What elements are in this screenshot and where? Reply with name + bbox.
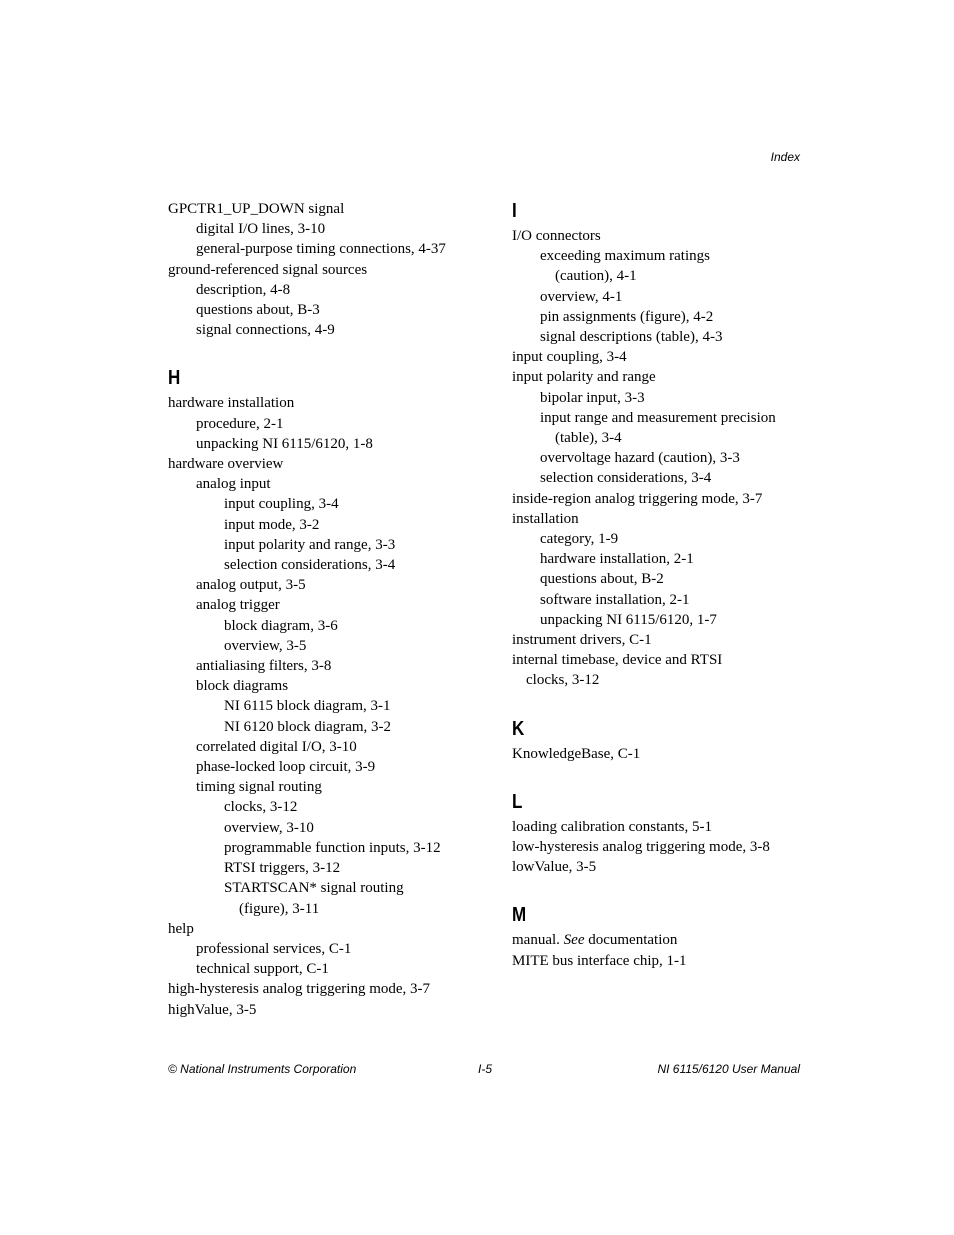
index-entry: help: [168, 920, 194, 937]
index-entry: GPCTR1_UP_DOWN signal: [168, 201, 345, 217]
index-entry: programmable function inputs, 3-12: [224, 839, 441, 856]
index-entry: instrument drivers, C-1: [512, 632, 652, 649]
index-entry: software installation, 2-1: [540, 591, 690, 608]
index-entry: clocks, 3-12: [224, 799, 298, 816]
index-entry: correlated digital I/O, 3-10: [196, 738, 357, 755]
index-entry: professional services, C-1: [196, 940, 352, 957]
index-entry: low-hysteresis analog triggering mode, 3-8: [512, 839, 770, 856]
section-letter: K: [512, 717, 525, 740]
index-entry: hardware overview: [168, 456, 284, 473]
index-entry: exceeding maximum ratings: [540, 248, 710, 265]
index-entry: unpacking NI 6115/6120, 1-8: [196, 435, 373, 452]
index-entry: input coupling, 3-4: [512, 349, 627, 366]
index-entry: category, 1-9: [540, 531, 619, 548]
index-entry: high-hysteresis analog triggering mode, 3-7: [168, 981, 431, 998]
index-entry: (caution), 4-1: [555, 268, 637, 285]
footer-copyright: © National Instruments Corporation: [168, 1062, 357, 1076]
index-entry: I/O connectors: [512, 228, 601, 244]
index-entry: analog input: [196, 476, 271, 493]
index-entry: inside-region analog triggering mode, 3-7: [512, 490, 763, 507]
section-letter: H: [168, 367, 181, 390]
index-entry-text: documentation: [584, 932, 678, 949]
index-entry: input mode, 3-2: [224, 516, 320, 533]
index-entry: hardware installation: [168, 395, 295, 412]
index-entry: RTSI triggers, 3-12: [224, 860, 341, 877]
index-entry: hardware installation, 2-1: [540, 551, 694, 568]
index-entry: MITE bus interface chip, 1-1: [512, 952, 687, 969]
running-header: Index: [770, 150, 800, 164]
index-entry: (figure), 3-11: [239, 900, 320, 917]
index-entry: block diagram, 3-6: [224, 617, 338, 634]
index-entry: lowValue, 3-5: [512, 859, 597, 876]
footer-page-number: I-5: [478, 1062, 493, 1076]
index-entry: bipolar input, 3-3: [540, 389, 645, 406]
index-entry-text: manual.: [512, 932, 564, 949]
index-entry: clocks, 3-12: [526, 672, 600, 689]
index-entry: timing signal routing: [196, 779, 322, 796]
index-entry: selection considerations, 3-4: [540, 470, 712, 487]
index-entry: input polarity and range: [512, 369, 656, 386]
index-entry: installation: [512, 510, 579, 527]
index-entry: loading calibration constants, 5-1: [512, 818, 712, 835]
index-entry: overview, 4-1: [540, 288, 623, 305]
index-entry: phase-locked loop circuit, 3-9: [196, 759, 376, 776]
index-entry: input polarity and range, 3-3: [224, 536, 396, 553]
index-entry: NI 6115 block diagram, 3-1: [224, 698, 391, 715]
index-entry: internal timebase, device and RTSI: [512, 652, 723, 669]
index-entry: selection considerations, 3-4: [224, 557, 396, 574]
index-entry: block diagrams: [196, 678, 289, 695]
index-entry: ground-referenced signal sources: [168, 261, 368, 278]
index-entry: NI 6120 block diagram, 3-2: [224, 718, 392, 735]
index-column-left: [168, 199, 488, 1020]
index-entry: input coupling, 3-4: [224, 496, 339, 513]
index-entry: general-purpose timing connections, 4-37: [196, 241, 446, 258]
footer-manual-title: NI 6115/6120 User Manual: [657, 1062, 800, 1076]
index-entry: digital I/O lines, 3-10: [196, 221, 326, 238]
index-entry: signal descriptions (table), 4-3: [540, 329, 723, 346]
index-entry: unpacking NI 6115/6120, 1-7: [540, 611, 717, 628]
index-entry: pin assignments (figure), 4-2: [540, 308, 714, 325]
index-entry: overview, 3-10: [224, 819, 314, 836]
index-entry: signal connections, 4-9: [196, 322, 335, 339]
index-entry: highValue, 3-5: [168, 1001, 257, 1018]
index-entry: (table), 3-4: [555, 430, 622, 447]
index-entry: analog trigger: [196, 597, 280, 614]
index-entry: description, 4-8: [196, 281, 291, 298]
index-column-right: [512, 199, 832, 971]
index-entry: STARTSCAN* signal routing: [224, 880, 404, 897]
index-entry: analog output, 3-5: [196, 577, 306, 594]
index-entry: procedure, 2-1: [196, 415, 284, 432]
index-entry: overview, 3-5: [224, 637, 307, 654]
index-entry: questions about, B-3: [196, 302, 320, 319]
see-reference: See: [563, 932, 585, 949]
index-entry: questions about, B-2: [540, 571, 664, 588]
section-letter: I: [512, 200, 517, 222]
index-entry: KnowledgeBase, C-1: [512, 745, 641, 762]
section-letter: L: [512, 790, 523, 813]
index-entry: input range and measurement precision: [540, 409, 776, 426]
index-entry: overvoltage hazard (caution), 3-3: [540, 450, 740, 467]
index-entry: technical support, C-1: [196, 961, 329, 978]
index-entry: [512, 930, 832, 950]
index-entry: antialiasing filters, 3-8: [196, 658, 332, 675]
section-letter: M: [512, 904, 527, 927]
